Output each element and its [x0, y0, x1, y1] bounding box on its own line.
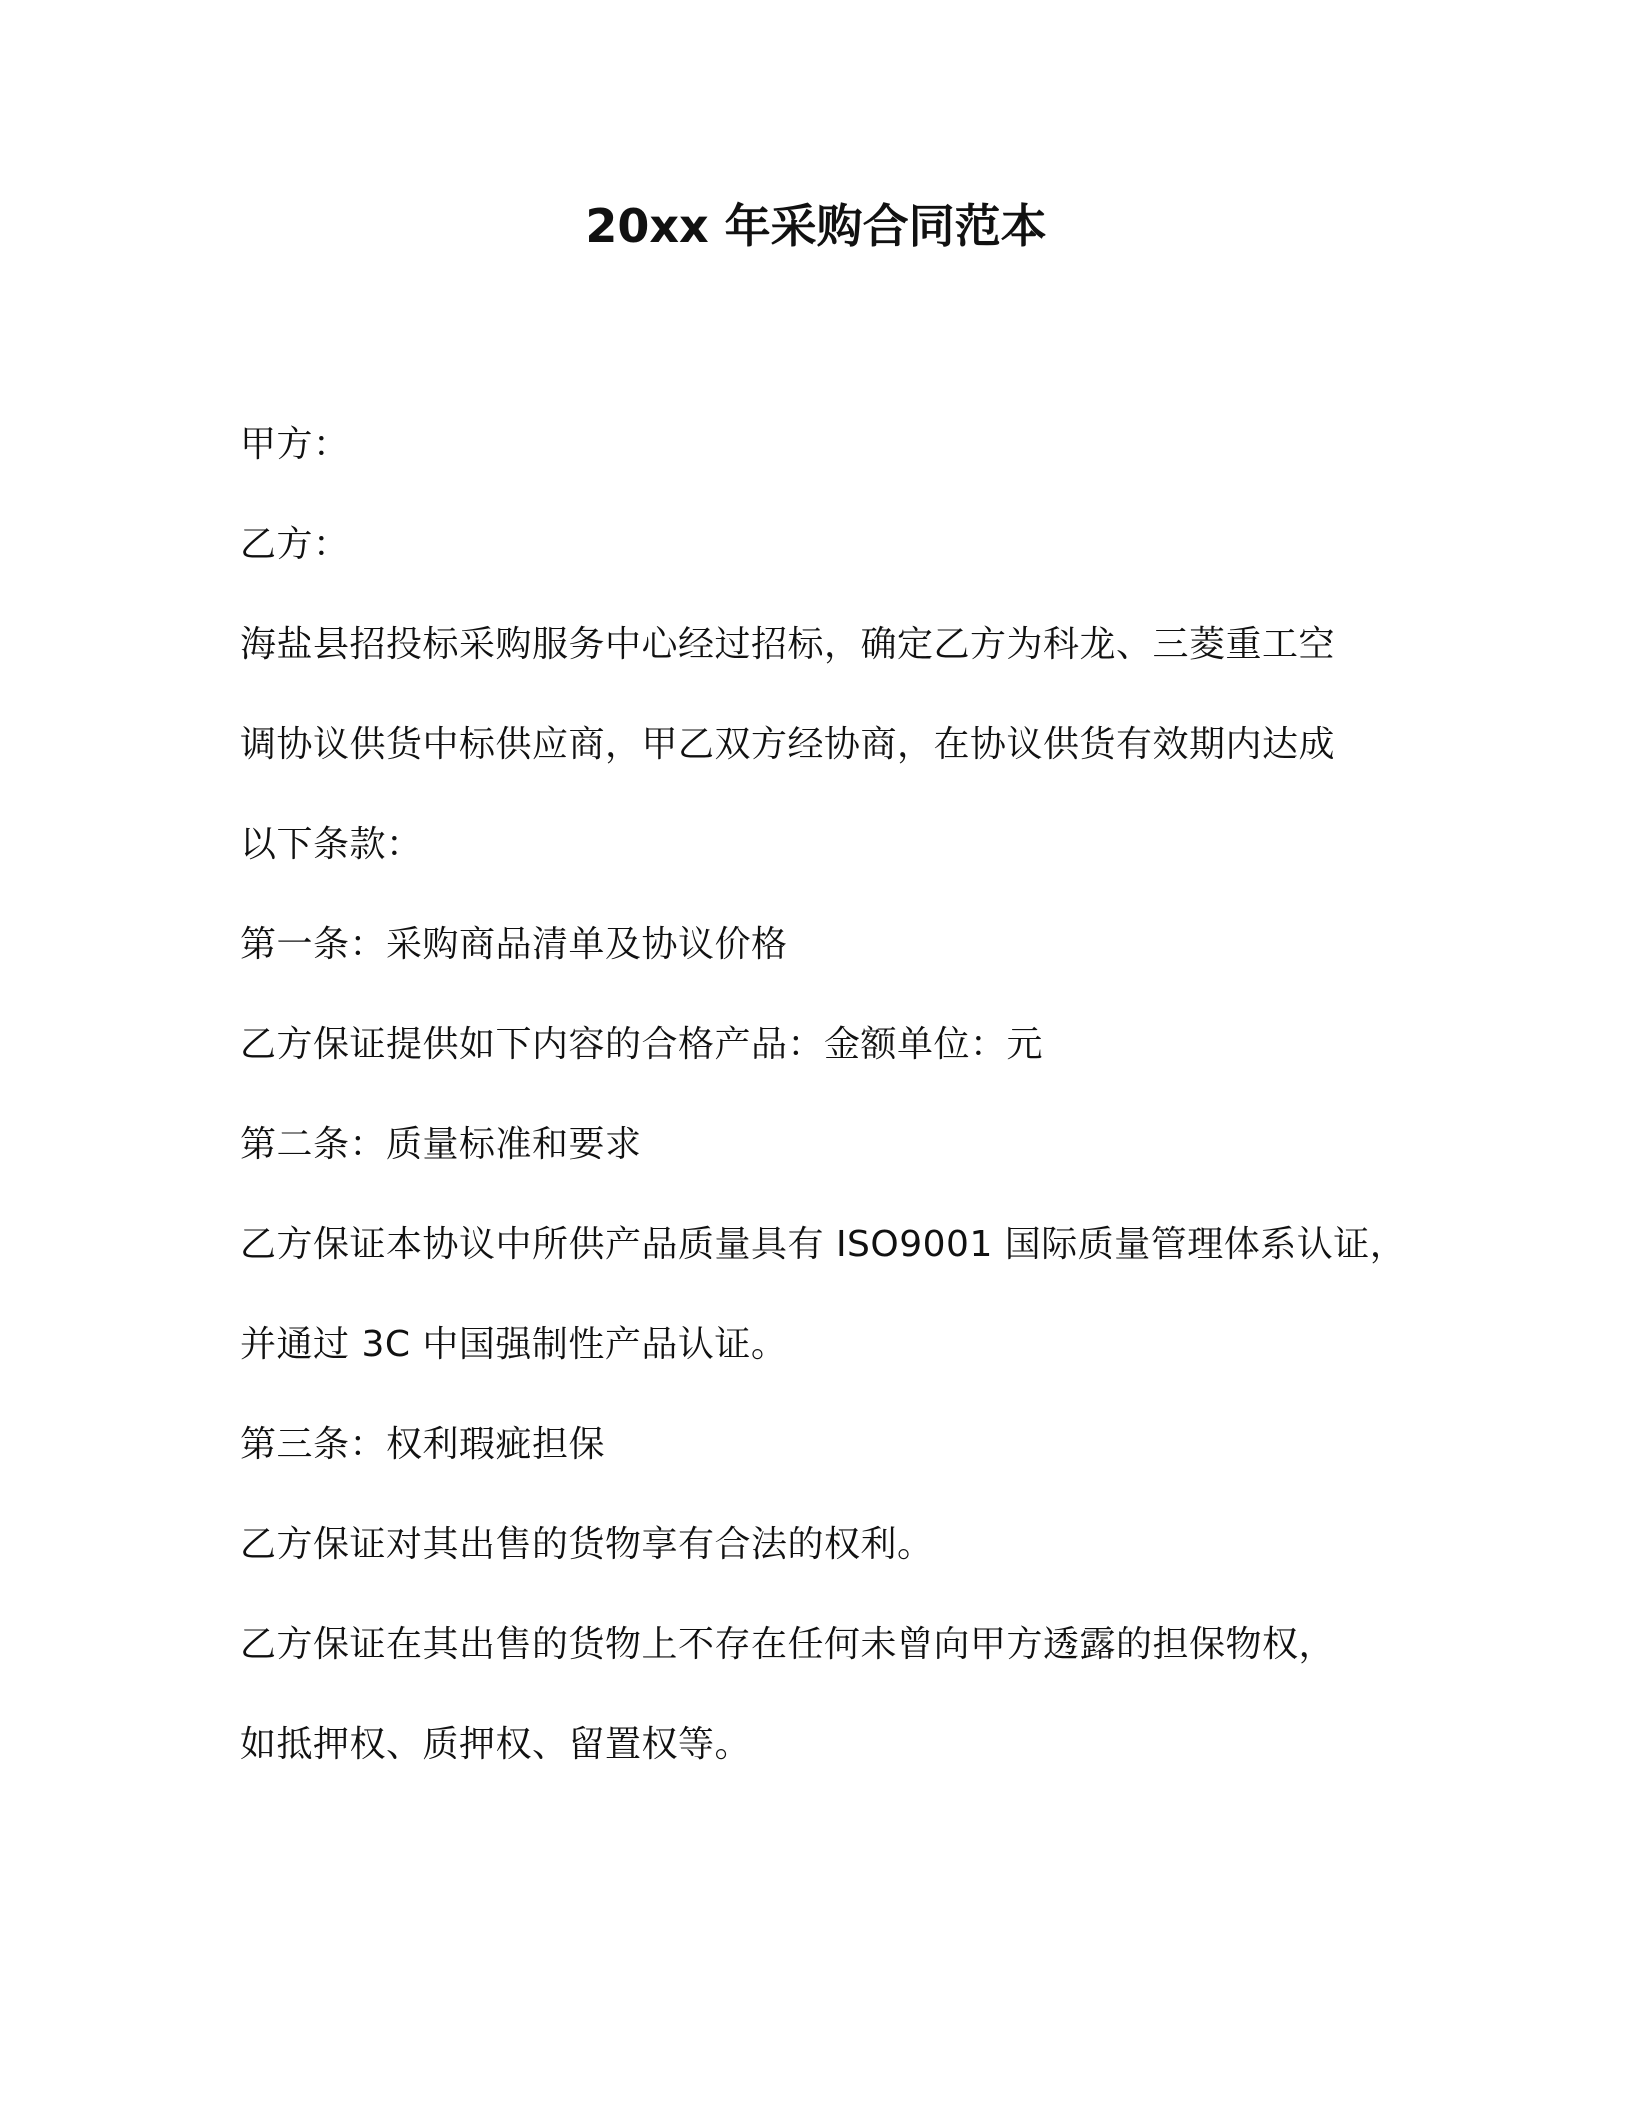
party-a-line: 甲方： — [240, 424, 350, 465]
article-2-text-1: 乙方保证本协议中所供产品质量具有 ISO9001 国际质量管理体系认证， — [240, 1224, 1407, 1265]
document-title: 20xx 年采购合同范本 — [585, 199, 1047, 253]
article-3-heading: 第三条：权利瑕疵担保 — [240, 1424, 606, 1465]
article-2-text-2: 并通过 3C 中国强制性产品认证。 — [240, 1324, 788, 1365]
article-3-text-1: 乙方保证对其出售的货物享有合法的权利。 — [240, 1524, 934, 1565]
article-3-text-3: 如抵押权、质押权、留置权等。 — [240, 1724, 752, 1765]
article-2-heading: 第二条：质量标准和要求 — [240, 1124, 642, 1165]
article-1-heading: 第一条：采购商品清单及协议价格 — [240, 924, 788, 965]
intro-line-3: 以下条款： — [240, 824, 423, 865]
intro-line-2: 调协议供货中标供应商，甲乙双方经协商，在协议供货有效期内达成 — [240, 724, 1336, 765]
intro-line-1: 海盐县招投标采购服务中心经过招标，确定乙方为科龙、三菱重工空 — [240, 624, 1336, 665]
party-b-line: 乙方： — [240, 524, 350, 565]
article-1-text: 乙方保证提供如下内容的合格产品：金额单位：元 — [240, 1024, 1044, 1065]
article-3-text-2: 乙方保证在其出售的货物上不存在任何未曾向甲方透露的担保物权， — [240, 1624, 1336, 1665]
